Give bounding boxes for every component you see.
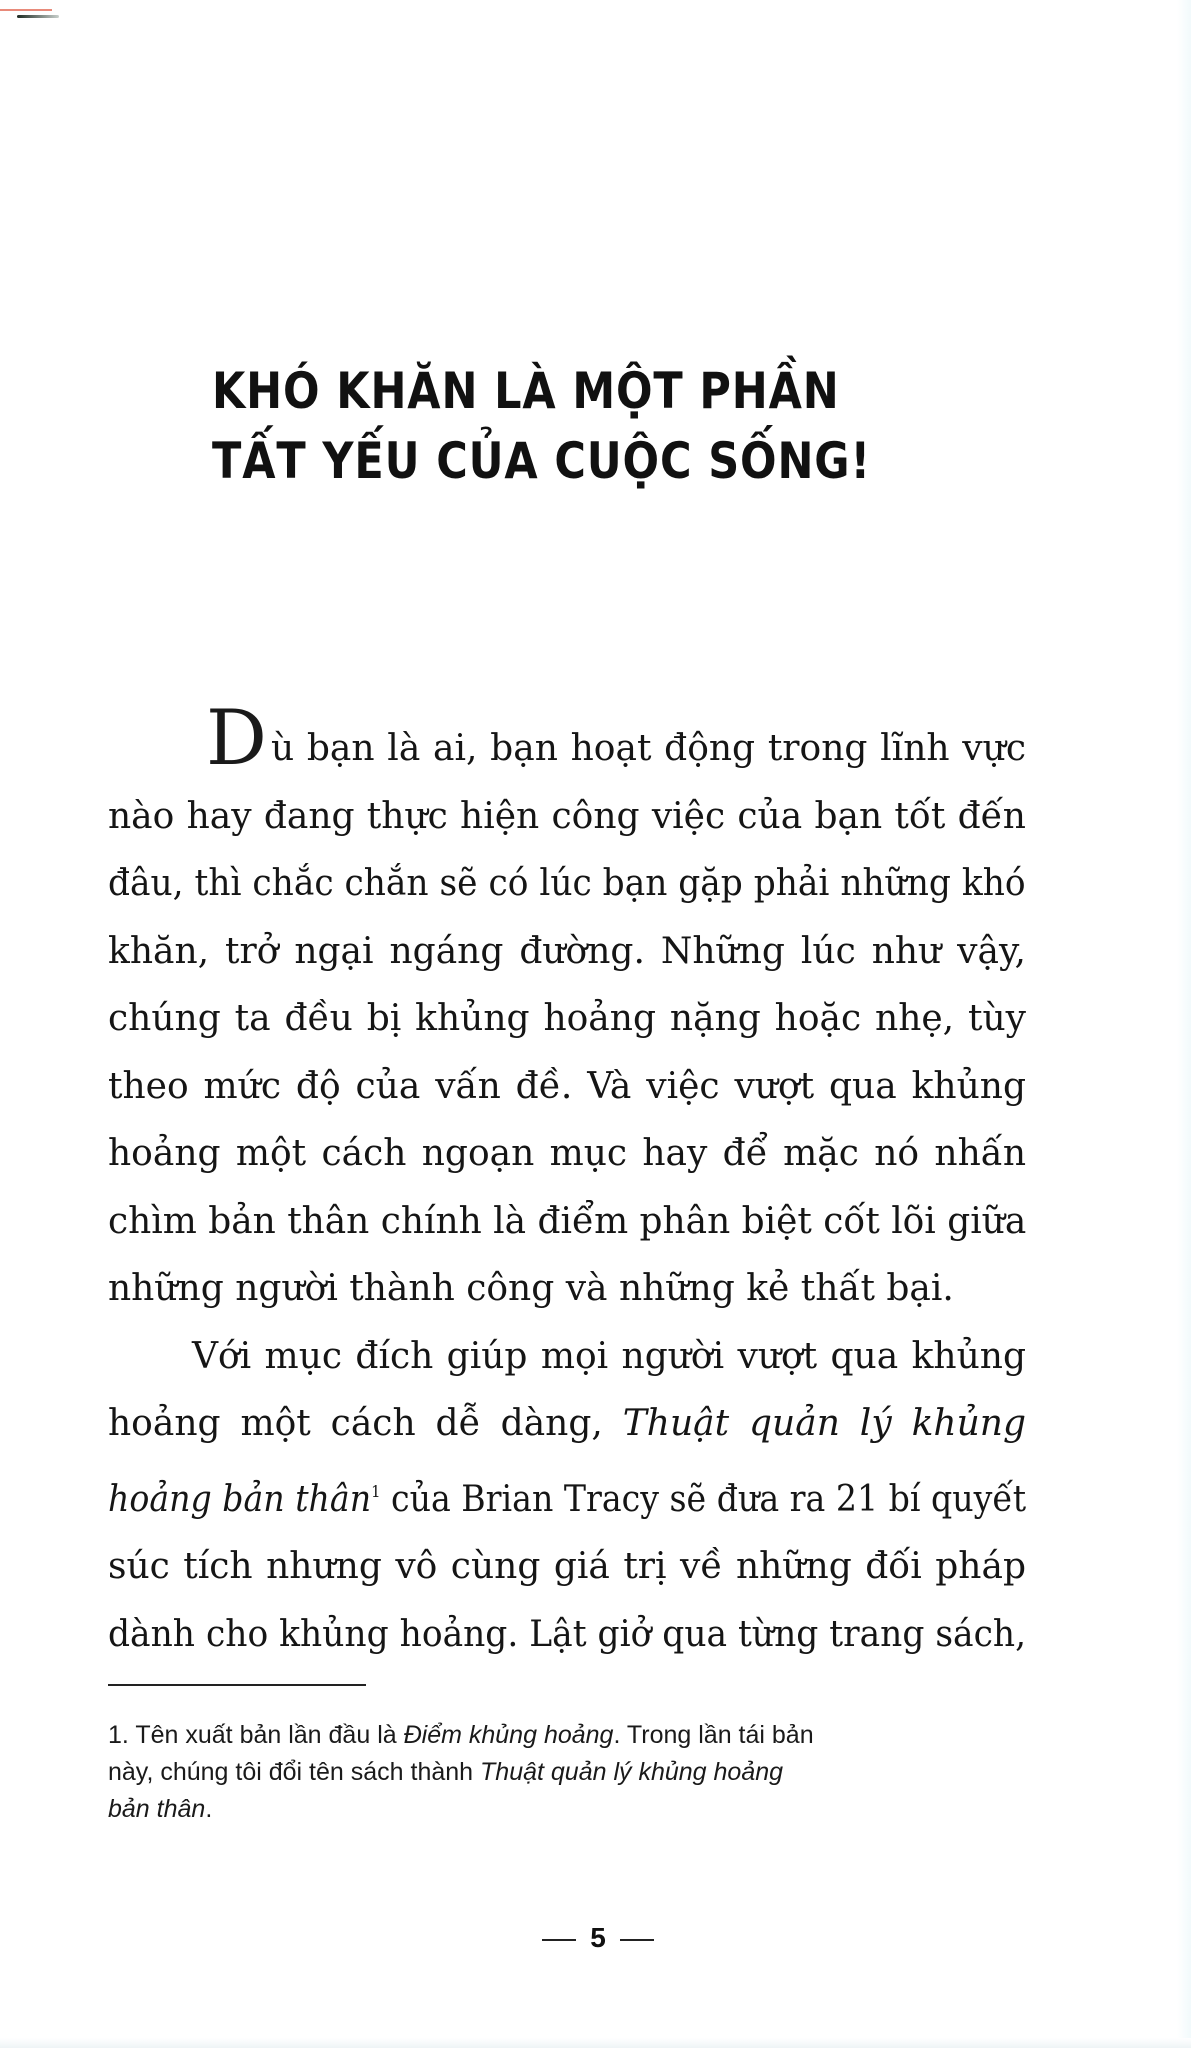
footnote-line: bản thân. [108, 1795, 213, 1823]
drop-cap: D [206, 693, 267, 782]
paragraph-2-line: Với mục đích giúp mọi người vượt qua khủng [192, 1335, 1026, 1377]
footnote [108, 1717, 1026, 1828]
page-edge-shadow [0, 2038, 1191, 2048]
scan-edge-mark [17, 15, 59, 18]
paragraph-1-line: Dù bạn là ai, bạn hoạt động trong lĩnh vực [206, 693, 1026, 782]
paragraph-1-line: nào hay đang thực hiện công việc của bạn tốt đến [108, 795, 1026, 837]
chapter-title-line: KHÓ KHĂN LÀ MỘT PHẦN [212, 362, 840, 420]
paragraph-1-line: khăn, trở ngại ngáng đường. Những lúc như vậy, [108, 930, 1026, 972]
paragraph-2-line: hoảng một cách dễ dàng, Thuật quản lý khủng [108, 1403, 1026, 1444]
paragraph-1-line: hoảng một cách ngoạn mục hay để mặc nó nhấn [108, 1133, 1026, 1174]
footnote-line: 1. Tên xuất bản lần đầu là Điểm khủng hoảng. Trong lần tái bản [108, 1721, 814, 1749]
page-edge-shadow [1177, 0, 1191, 2048]
footnote-separator [108, 1684, 366, 1686]
page-number: 5 [498, 1922, 698, 1954]
footnote-reference: 1 [371, 1481, 381, 1501]
paragraph-1-line: theo mức độ của vấn đề. Và việc vượt qua khủng [108, 1065, 1026, 1107]
paragraph-2-line: dành cho khủng hoảng. Lật giở qua từng trang sách, [108, 1613, 1027, 1655]
paragraph-1-line: đâu, thì chắc chắn sẽ có lúc bạn gặp phải những khó [108, 863, 1026, 904]
scan-edge-mark [0, 9, 52, 11]
footnote-line: này, chúng tôi đổi tên sách thành Thuật quản lý khủng hoảng [108, 1758, 784, 1786]
paragraph-1-line: chìm bản thân chính là điểm phân biệt cốt lõi giữa [108, 1200, 1027, 1242]
body-text [108, 693, 1027, 1668]
dash-decoration [620, 1939, 654, 1941]
dash-decoration [542, 1939, 576, 1941]
book-title-italic: Thuật quản lý khủng [622, 1403, 1026, 1444]
paragraph-2-line: súc tích nhưng vô cùng giá trị về những đối pháp [108, 1546, 1026, 1587]
chapter-title-line: TẤT YẾU CỦA CUỘC SỐNG! [212, 432, 871, 490]
book-title-italic: hoảng bản thân [108, 1478, 372, 1520]
chapter-title [212, 356, 917, 496]
paragraph-1-line: những người thành công và những kẻ thất bại. [108, 1268, 954, 1309]
paragraph-2-line: hoảng bản thân$^1$ của Brian Tracy sẽ đưa ra 21 bí quyết [108, 1478, 1027, 1520]
paragraph-1-line: chúng ta đều bị khủng hoảng nặng hoặc nhẹ, tùy [108, 998, 1026, 1039]
